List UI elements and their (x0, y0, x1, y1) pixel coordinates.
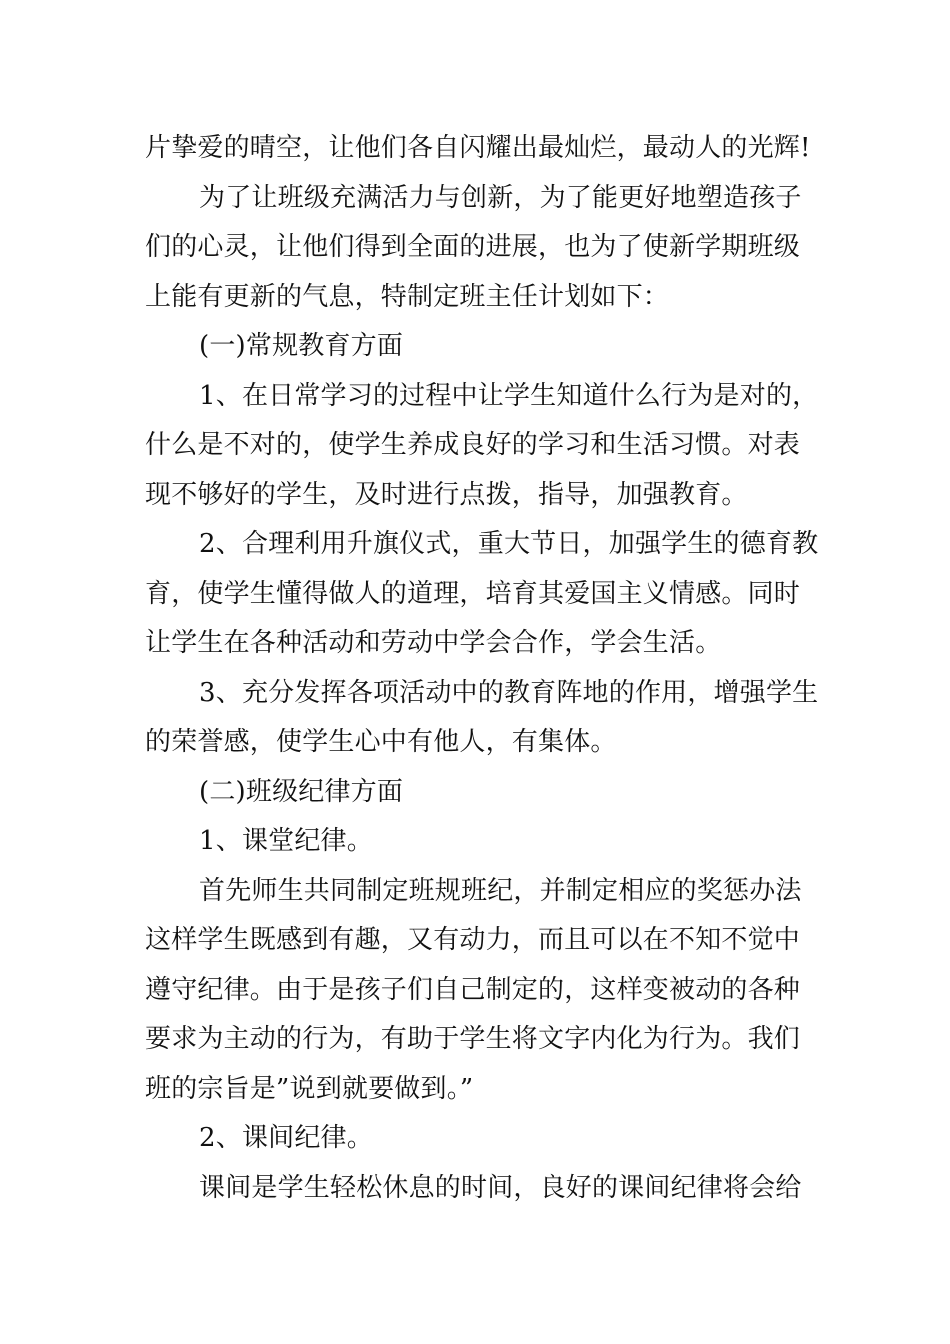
text-line: 让学生在各种活动和劳动中学会合作，学会生活。 (145, 628, 722, 658)
text-line: 1、在日常学习的过程中让学生知道什么行为是对的， (199, 380, 819, 411)
text-line: 2、课间纪律。 (199, 1123, 373, 1153)
text-line: 遵守纪律。由于是孩子们自己制定的，这样变被动的各种 (145, 974, 801, 1005)
text-line: 2、合理利用升旗仪式，重大节日，加强学生的德育教 (199, 529, 819, 559)
text-line: 上能有更新的气息，特制定班主任计划如下： (145, 281, 670, 312)
text-line: 这样学生既感到有趣，又有动力，而且可以在不知不觉中 (145, 925, 801, 955)
text-line: 班的宗旨是”说到就要做到。” (145, 1073, 474, 1104)
text-line: 首先师生共同制定班规班纪，并制定相应的奖惩办法 (199, 875, 802, 906)
document-body (145, 124, 819, 1213)
text-line: 要求为主动的行为，有助于学生将文字内化为行为。我们 (145, 1024, 801, 1054)
text-line: 的荣誉感，使学生心中有他人，有集体。 (145, 727, 617, 757)
text-line: 育，使学生懂得做人的道理，培育其爱国主义情感。同时 (145, 578, 801, 609)
text-line: 1、课堂纪律。 (199, 826, 373, 856)
text-line: 为了让班级充满活力与创新，为了能更好地塑造孩子 (199, 182, 802, 213)
text-line: 课间是学生轻松休息的时间，良好的课间纪律将会给 (199, 1172, 802, 1203)
text-line: (二)班级纪律方面 (199, 776, 404, 807)
text-line: (一)常规教育方面 (199, 331, 404, 361)
text-line: 片挚爱的晴空，让他们各自闪耀出最灿烂，最动人的光辉! (145, 133, 811, 163)
text-line: 们的心灵，让他们得到全面的进展，也为了使新学期班级 (145, 232, 801, 262)
text-line: 现不够好的学生，及时进行点拨，指导，加强教育。 (145, 479, 748, 510)
text-line: 3、充分发挥各项活动中的教育阵地的作用，增强学生 (199, 677, 819, 708)
text-line: 什么是不对的，使学生养成良好的学习和生活习惯。对表 (145, 430, 801, 460)
